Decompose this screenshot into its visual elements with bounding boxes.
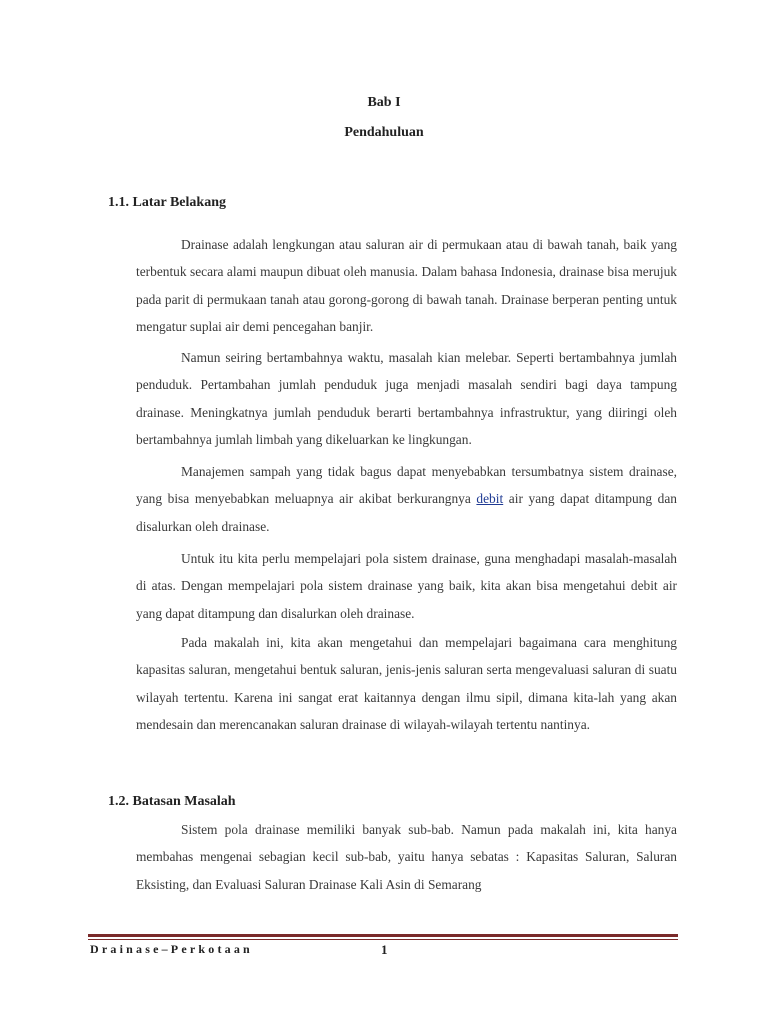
paragraph: Drainase adalah lengkungan atau saluran air di permukaan atau di bawah tanah, baik yang terbentuk secara alami maupun dibuat oleh manusia. Dalam bahasa Indonesia, drainase bisa merujuk pada parit di permukaan tanah atau gorong-gorong di bawah tanah. Drainase berperan penting untuk mengatur suplai air demi pencegahan banjir. [136,237,677,335]
chapter-label: Bab I [367,95,401,110]
paragraph: Sistem pola drainase memiliki banyak sub-bab. Namun pada makalah ini, kita hanya membahas mengenai sebagian kecil sub-bab, yaitu hanya sebatas : Kapasitas Saluran, Saluran Eksisting, dan Evaluasi Saluran Drainase Kali Asin di Semarang [136,822,677,892]
paragraph: Untuk itu kita perlu mempelajari pola sistem drainase, guna menghadapi masalah-masalah di atas. Dengan mempelajari pola sistem drainase yang baik, kita akan bisa mengetahui debit air yang dapat ditampung dan disalurkan oleh drainase. [136,551,677,621]
paragraph: Namun seiring bertambahnya waktu, masalah kian melebar. Seperti bertambahnya jumlah penduduk. Pertambahan jumlah penduduk juga menjadi masalah sendiri bagi daya tampung drainase. Meningkatnya jumlah penduduk berarti bertambahnya infrastruktur, yang diiringi oleh bertambahnya jumlah limbah yang dikeluarkan ke lingkungan. [136,350,677,448]
debit-link[interactable]: debit [476,491,504,507]
page-number: 1 [381,942,388,957]
chapter-title: Pendahuluan [344,125,424,140]
section-heading-batasan-masalah: 1.2. Batasan Masalah [108,794,236,809]
section-heading-latar-belakang: 1.1. Latar Belakang [108,195,226,210]
footer-label: Drainase–Perkotaan [90,942,253,956]
paragraph-with-link [136,458,677,540]
footer-divider-thin [88,939,678,940]
paragraph-text-before-link: Manajemen sampah yang tidak bagus dapat menyebabkan tersumbatnya sistem drainase, yang bisa menyebabkan meluapnya air akibat berkurangnya [136,464,677,507]
paragraph-text-after-link: air yang dapat ditampung dan disalurkan oleh drainase. [136,491,677,534]
paragraph: Pada makalah ini, kita akan mengetahui dan mempelajari bagaimana cara menghitung kapasitas saluran, mengetahui bentuk saluran, jenis-jenis saluran serta mengevaluasi saluran di suatu wilayah tertentu. Karena ini sangat erat kaitannya dengan ilmu sipil, dimana kita-lah yang akan mendesain dan merencanakan saluran drainase di wilayah-wilayah tertentu nantinya. [136,635,677,733]
footer-divider [88,934,678,937]
